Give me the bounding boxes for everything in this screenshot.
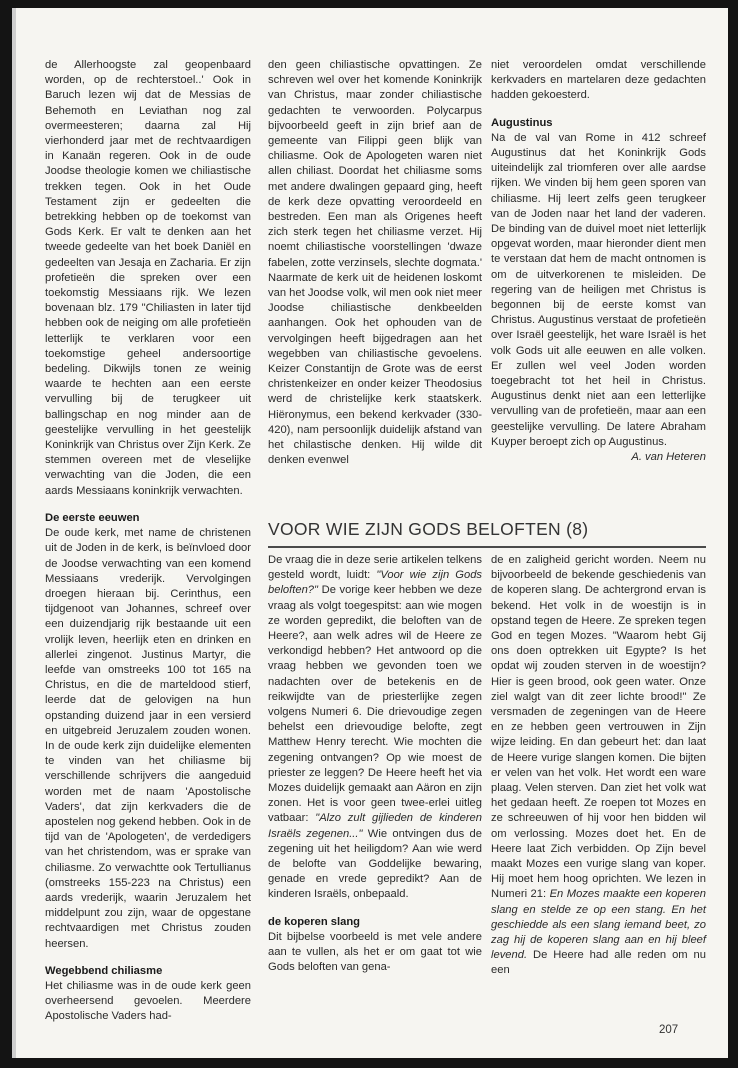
paragraph: Dit bijbelse voorbeeld is met vele andere aan te vullen, als het er om gaat tot wie Gods beloften van gena- — [268, 930, 482, 974]
author-signature: A. van Heteren — [631, 451, 706, 464]
article-column-1 — [268, 553, 482, 975]
text-run: de en zaligheid gericht worden. Neem nu bijvoorbeeld de bekende geschiedenis van de koperen slang. De achtergrond ervan is bekend. Het volk in de woestijn is in opstand tegen de Heere. Ze spreken tegen God en tegen Mozes. "Waarom hebt Gij ons doen optrekken uit Egypte? Is het opdat wij zouden sterven in de woestijn? Hier is geen brood, ook geen water. Onze ziel walgt van dit zeer lichte brood!" Ze versmaden de zegeningen van de Heere en ze hebben geen vertrouwen in Zijn wijze leiding. En dan gebeurt het: dan laat de Heere vurige slangen komen. Die bijten er velen van het volk. Het wordt een ware plaag. Velen sterven. Dan ziet het volk wat het gedaan heeft. Ze roepen tot Mozes en ze schreeuwen of hij voor hen bidden wil om verlossing. Mozes doet het. En de Heere laat Zich verbidden. Op Zijn bevel maakt Mozes een vurige slang van koper. Hij moet hem hoog oprichten. We lezen in Numeri 21: — [491, 554, 706, 901]
paragraph: Na de val van Rome in 412 schreef Augustinus dat het Koninkrijk Gods uiteindelijk zal triomferen over alle aardse rijken. We vinden bij hem geen sporen van chiliasme. Hij leert zelfs geen terugkeer van de Joden naar het land der vaderen. De binding van de duivel moet niet letterlijk opgevat worden, maar hieronder dient men te verstaan dat hem de macht ontnomen is om de uitverkorenen te misleiden. De regering van de heiligen met Christus is begonnen bij de eerste komst van Christus. Augustinus verstaat de profetieën over Israël geestelijk, het ware Israël is het volk Gods uit alle eeuwen en alle volken. Er zullen wel veel Joden worden toegebracht tot het heil in Christus. Augustinus denkt niet aan een letterlijke vervulling van de profetieën, maar aan een geestelijke vervulling. De latere Abraham Kuyper beroept zich op Augustinus. — [491, 131, 706, 448]
italic-quote: "Alzo zult gijlieden de kinderen Israëls zegenen..." — [268, 812, 482, 840]
paragraph: den geen chiliastische opvattingen. Ze schreven wel over het komende Koninkrijk van Christus, maar zonder chiliastische gedachten te verwoorden. Polycarpus bijvoorbeeld geeft in zijn brief aan de gemeente van Filippi geen blijk van chiliasme. Ook de Apologeten waren niet allen chiliast. Doordat het chiliasme soms met andere dwalingen gepaard ging, heeft de kerk deze opvatting veroordeeld en bestreden. Een man als Origenes heeft zich sterk tegen het chiliasme verzet. Hij noemt chiliastische voorstellingen 'dwaze fabelen, zotte verzinsels, slechte dogmata.' Naarmate de kerk uit de heidenen loskomt van het Joodse volk, wil men ook niet meer Joodse chiliastische denkbeelden aanhangen. Ook het ophouden van de vervolgingen heeft bijgedragen aan het wegebben van chiliastische gevoelens. Keizer Constantijn de Grote was de eerst christenkeizer en onder keizer Theodosius werd de christelijke kerk staatskerk. Hiëronymus, een bekend kerkvader (330-420), nam persoonlijk duidelijk afstand van het chilastische denken. Hij wilde dit denken evenwel — [268, 59, 482, 467]
paragraph: de Allerhoogste zal geopenbaard worden, op de rechterstoel..' Ook in Baruch lezen wij dat de Messias de Behemoth en Leviathan nog zal overmeesteren; daarna zal Hij vierhonderd jaar met de rechtvaardigen in Kanaän regeren. Ook in de oude Joodse theologie komen we chiliastische trekken tegen. Ook in het Oude Testament zijn er gedeelten die betrekking hebben op de toekomst van Gods Kerk. Er valt te denken aan het tweede gedeelte van het boek Daniël en gedeelten van Jesaja en Zacharia. Er zijn profetieën die spreken over een toekomstig Messiaans rijk. We lezen bovenaan blz. 179 "Chiliasten in later tijd hebben ook de neiging om alle profetieën letterlijk te verklaren voor een toekomstige geheel andersoortige bedeling. Dikwijls tonen ze weinig waarde te hechten aan een eerste vervulling bij de terugkeer uit ballingschap en nog minder aan de geestelijke vervulling in het geestelijk Koninkrijk van Christus over Zijn Kerk. Ze stemmen overeen met de vleselijke verwachting van die Joden, die een aards Messiaans koninkrijk verwachten. — [45, 59, 251, 497]
text-run: De vraag die in deze serie artikelen telkens gesteld wordt, luidt: — [268, 554, 482, 582]
article-column-2 — [491, 553, 706, 979]
column-1 — [45, 58, 251, 1025]
paragraph: niet veroordelen omdat verschillende kerkvaders en martelaren deze gedachten hadden gekoesterd. — [491, 59, 706, 102]
article-title: VOOR WIE ZIJN GODS BELOFTEN (8) — [268, 519, 706, 548]
text-run: De Heere had alle reden om nu een — [491, 949, 706, 977]
italic-quote: "Voor wie zijn Gods beloften?" — [268, 569, 483, 597]
paragraph: De oude kerk, met name de christenen uit de Joden in de kerk, is beïnvloed door de Joodse verwachting van een komend Messiaans vrederijk. Vervolgingen droegen hieraan bij. Cerinthus, een tijdgenoot van Johannes, schreef over een duizendjarig rijk bestaande uit een vrolijk leven, heerlijk eten en drinken en allerlei zingenot. Justinus Martyr, die leefde van omstreeks 100 tot 165 na Christus, en die de marteldood stierf, leerde dat de gelovigen na hun opstanding duizend jaar in een versierd en uitgebreid Jeruzalem zouden wonen. In de oude kerk zijn duidelijke elementen te vinden van het chiliasme bij verschillende schrijvers die aangeduid worden met de naam 'Apostolische Vaders', dat zijn kerkvaders die de apostelen nog gekend hebben. Ook in de tijd van de 'Apologeten', de verdedigers van het christendom, was er sprake van chiliasme. Zo verwachtte ook Tertullianus (omstreeks 155-223 na Christus) een aards vrederijk, waarin Jeruzalem het middelpunt zou zijn, waar de opgestane rechtvaardigen met Christus zouden heersen. — [45, 527, 251, 950]
paragraph — [491, 553, 706, 979]
subheading-koperen-slang: de koperen slang — [268, 915, 361, 928]
text-run: De vorige keer hebben we deze vraag als volgt toegespitst: aan wie mogen ze worden gepredikt, die beloften van de Heere?, aan welk adres wil de Heere ze verkondigd hebben? Het antwoord op die vraag hebben we gevonden toen we nadachten over de betekenis en de reikwijdte van de priesterlijke zegen volgens Numeri 6. Die drievoudige zegen behelst een drievoudige belofte, zegt Matthew Henry terecht. Wie mochten die zegening ontvangen? Op wie moest de priester ze leggen? De Heere heeft het via Mozes duidelijk gemaakt aan Aäron en zijn zonen. Het is voor geen twee-erlei uitleg vatbaar: — [268, 584, 482, 825]
magazine-page — [12, 8, 728, 1058]
subheading-wegebbend-chiliasme: Wegebbend chiliasme — [45, 964, 163, 977]
page-edge — [12, 8, 16, 1058]
text-run: Wie ontvingen dus de zegening uit het heiligdom? Aan wie werd de belofte van Goddelijke bewaring, genade en vrede gepredikt? Aan de kinderen Israëls, onbepaald. — [268, 827, 482, 901]
subheading-eerste-eeuwen: De eerste eeuwen — [45, 511, 140, 524]
paragraph: Het chiliasme was in de oude kerk geen overheersend gevoelen. Meerdere Apostolische Vaders had- — [45, 979, 251, 1023]
subheading-augustinus: Augustinus — [491, 116, 553, 129]
paragraph — [268, 553, 482, 903]
page-number: 207 — [659, 1024, 679, 1036]
column-3 — [491, 58, 706, 465]
column-2 — [268, 58, 482, 468]
italic-quote: En Mozes maakte een koperen slang en stelde ze op een stang. En het geschiedde als een slang iemand beet, zo zag hij de koperen slang aan en hij bleef levend. — [491, 888, 706, 962]
